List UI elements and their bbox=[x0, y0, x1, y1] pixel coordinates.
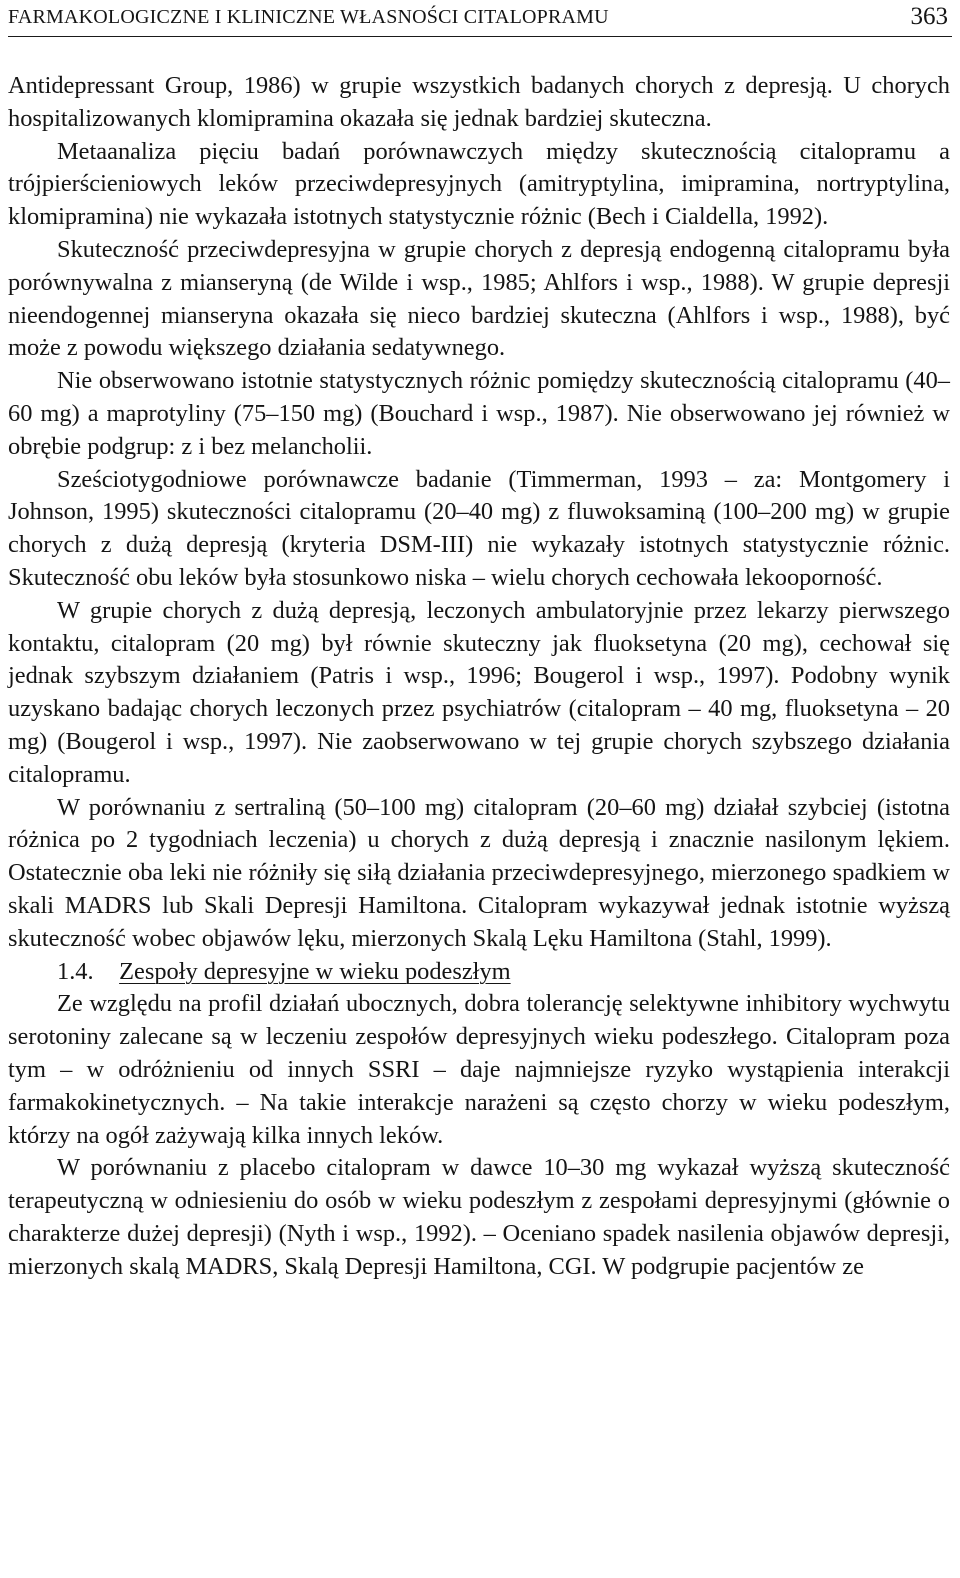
paragraph-fluoxetine: W grupie chorych z dużą depresją, leczonych ambulatoryjnie przez lekarzy pierwszego kontaktu, citalopram (20 mg) był równie skuteczny jak fluoksetyna (20 mg), cechował się jednak szybszym działaniem (Patris i wsp., 1996; Bougerol i wsp., 1997). Podobny wynik uzyskano badając chorych leczonych przez psychiatrów (citalopram – 40 mg, fluoksetyna – 20 mg) (Bougerol i wsp., 1997). Nie zaobserwowano w tej grupie chorych szybszego działania citalopramu. bbox=[8, 596, 950, 788]
running-title: FARMAKOLOGICZNE I KLINICZNE WŁASNOŚCI CITALOPRAMU bbox=[8, 6, 609, 28]
paragraph-fluvoxamine: Sześciotygodniowe porównawcze badanie (Timmerman, 1993 – za: Montgomery i Johnson, 1995) skuteczności citalopramu (20–40 mg) z fluwoksaminą (100–200 mg) w grupie chorych z dużą depresją (kryteria DSM-III) nie wykazały istotnych statystycznie różnic. Skuteczność obu leków była stosunkowo niska – wielu chorych cechowała lekooporność. bbox=[8, 465, 950, 591]
running-header bbox=[8, 2, 952, 37]
section-heading bbox=[8, 956, 950, 989]
page-number: 363 bbox=[910, 3, 948, 30]
paragraph-elderly-tolerance: Ze względu na profil działań ubocznych, dobra tolerancję selektywne inhibitory wychwytu serotoniny zalecane są w leczeniu zespołów depresyjnych wieku podeszłego. Citalopram poza tym – w odróżnieniu od innych SSRI – daje najmniejsze ryzyko wystąpienia interakcji farmakokinetycznych. – Na takie interakcje narażeni są często chorzy w wieku podeszłym, którzy na ogół zażywają kilka innych leków. bbox=[8, 990, 950, 1149]
paragraph-maprotiline: Nie obserwowano istotnie statystycznych różnic pomiędzy skutecznością citalopramu (40–60 mg) a maprotyliny (75–150 mg) (Bouchard i wsp., 1987). Nie obserwowano jej również w obrębie podgrup: z i bez melancholii. bbox=[8, 367, 950, 460]
paragraph-mianserin: Skuteczność przeciwdepresyjna w grupie chorych z depresją endogenną citalopramu była porównywalna z mianseryną (de Wilde i wsp., 1985; Ahlfors i wsp., 1988). W grupie depresji nieendogennej mianseryna okazała się nieco bardziej skuteczna (Ahlfors i wsp., 1988), być może z powodu większego działania sedatywnego. bbox=[8, 235, 950, 362]
section-number: 1.4. bbox=[57, 957, 94, 985]
section-title: Zespoły depresyjne w wieku podeszłym bbox=[119, 957, 511, 985]
document-page bbox=[8, 0, 952, 1578]
paragraph-elderly-placebo: W porównaniu z placebo citalopram w dawce 10–30 mg wykazał wyższą skuteczność terapeutyczną w odniesieniu do osób w wieku podeszłym z zespołami depresyjnymi (głównie o charakterze dużej depresji) (Nyth i wsp., 1992). – Oceniano spadek nasilenia objawów depresji, mierzonych skalą MADRS, Skalą Depresji Hamiltona, CGI. W podgrupie pacjentów ze bbox=[8, 1154, 950, 1280]
paragraph-sertraline: W porównaniu z sertraliną (50–100 mg) citalopram (20–60 mg) działał szybciej (istotna różnica po 2 tygodniach leczenia) u chorych z dużą depresją i znacznie nasilonym lękiem. Ostatecznie oba leki nie różniły się siłą działania przeciwdepresyjnego, mierzonego spadkiem w skali MADRS lub Skali Depresji Hamiltona. Citalopram wykazywał jednak istotnie wyższą skuteczność wobec objawów lęku, mierzonych Skalą Lęku Hamiltona (Stahl, 1999). bbox=[8, 793, 950, 952]
paragraph-continuation: Antidepressant Group, 1986) w grupie wszystkich badanych chorych z depresją. U chorych hospitalizowanych klomipramina okazała się jednak bardziej skuteczna. bbox=[8, 72, 950, 132]
body-text bbox=[8, 70, 950, 1283]
paragraph-meta-analysis: Metaanaliza pięciu badań porównawczych między skutecznością citalopramu a trójpierścieniowych leków przeciwdepresyjnych (amitryptylina, imipramina, nortryptylina, klomipramina) nie wykazała istotnych statystycznie różnic (Bech i Cialdella, 1992). bbox=[8, 137, 950, 231]
